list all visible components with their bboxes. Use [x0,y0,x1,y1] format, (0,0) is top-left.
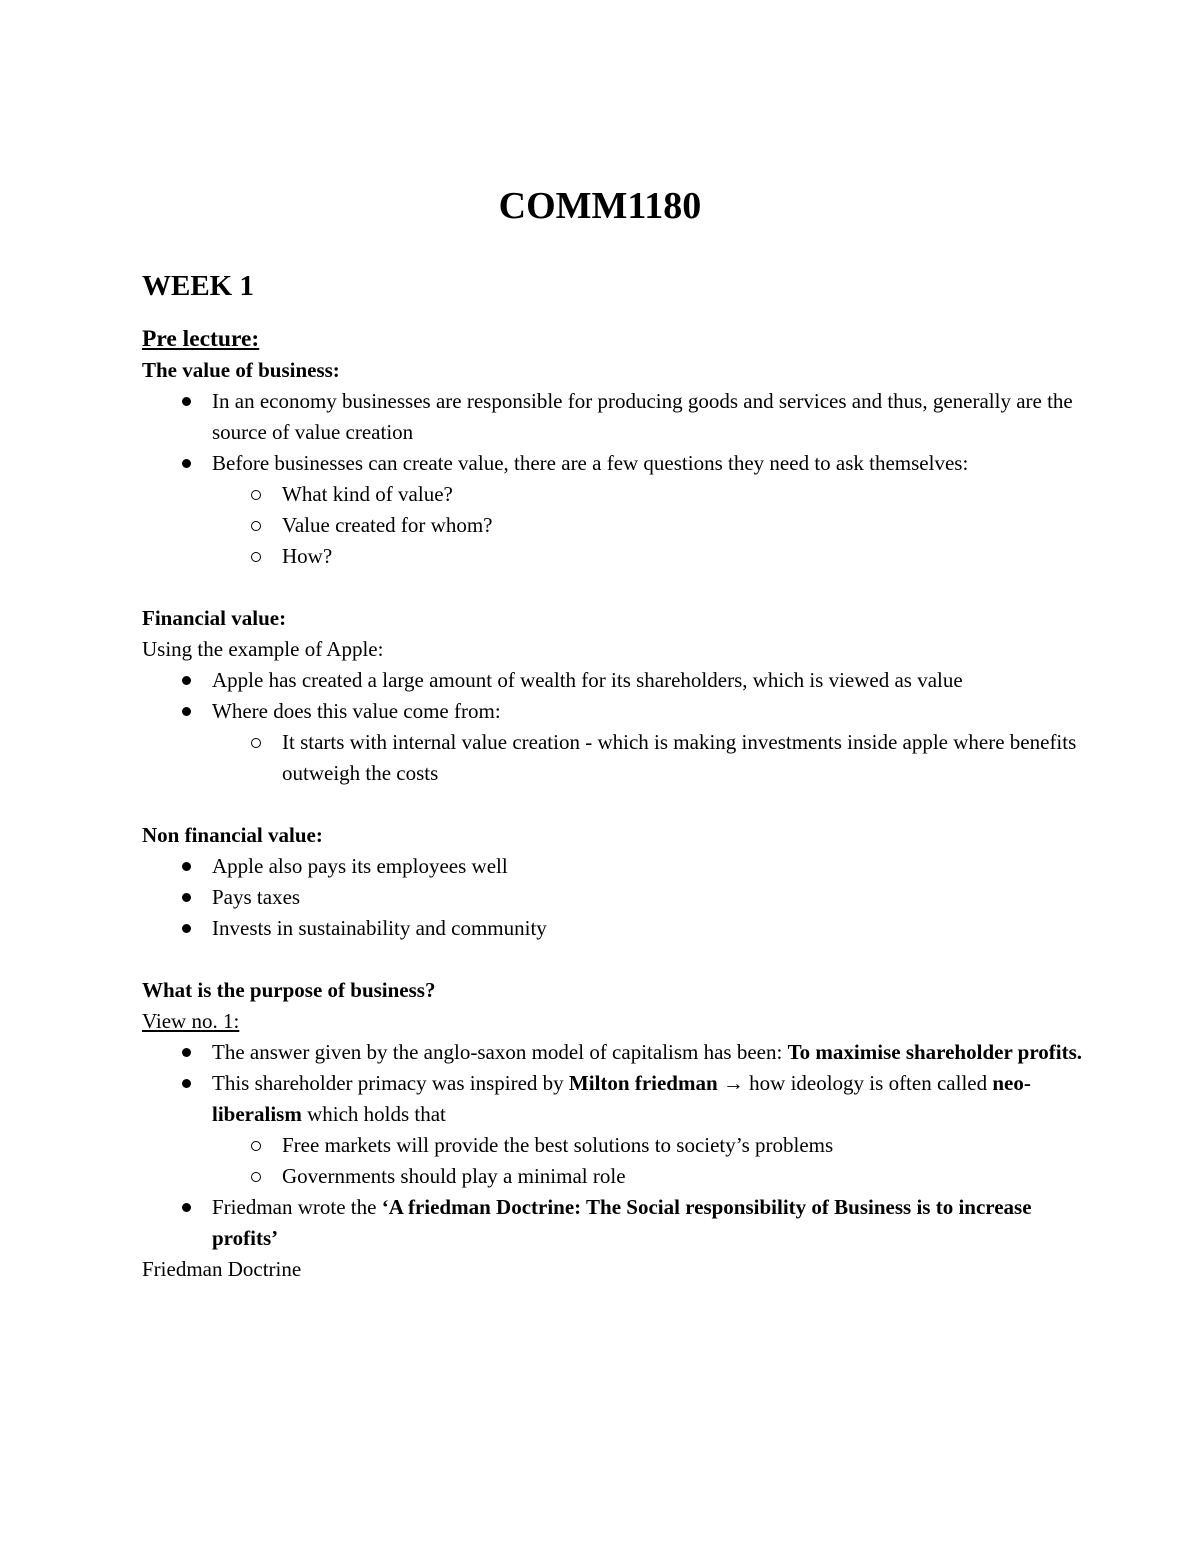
list-item: Value created for whom? [212,510,1092,541]
list-item: What kind of value? [212,479,1092,510]
neoliberalism-sublist [212,1130,1092,1192]
document-title: COMM1180 [498,185,702,227]
bullet-circle-icon [246,1130,266,1161]
friedman-doctrine-text: Friedman Doctrine [142,1257,302,1281]
bullet-dot-icon [176,1192,196,1223]
financial-value-heading: Financial value: [142,606,287,630]
financial-value-sublist [212,727,1092,789]
bullet-dot-icon [176,386,196,417]
list-item: Free markets will provide the best solutions to society’s problems [212,1130,1092,1161]
list-item: The answer given by the anglo-saxon model of capitalism has been: To maximise shareholder profits. [142,1037,1092,1068]
list-item: Apple also pays its employees well [142,851,1092,882]
bullet-dot-icon [176,913,196,944]
financial-value-list [142,665,1092,789]
bullet-circle-icon [246,510,266,541]
bullet-circle-icon [246,479,266,510]
non-financial-value-list [142,851,1092,944]
non-financial-value-heading: Non financial value: [142,823,323,847]
bullet-dot-icon [176,851,196,882]
bullet-circle-icon [246,541,266,572]
value-of-business-heading: The value of business: [142,358,340,382]
pre-lecture-heading: Pre lecture: [142,326,260,352]
list-item: In an economy businesses are responsible for producing goods and services and thus, generally are the source of value creation [142,386,1092,448]
value-questions-list [212,479,1092,572]
view-label: View no. 1: [142,1009,240,1033]
week-heading: WEEK 1 [142,270,254,302]
list-item: Where does this value come from: It starts with internal value creation - which is making investments inside apple where benefits outweigh the costs [142,696,1092,789]
value-of-business-list [142,386,1092,572]
bullet-circle-icon [246,727,266,758]
list-item: Pays taxes [142,882,1092,913]
list-item: Before businesses can create value, there are a few questions they need to ask themselves: What kind of value? Value created for whom? How? [142,448,1092,572]
bullet-circle-icon [246,1161,266,1192]
list-item: Governments should play a minimal role [212,1161,1092,1192]
bullet-dot-icon [176,665,196,696]
list-item: Apple has created a large amount of wealth for its shareholders, which is viewed as value [142,665,1092,696]
bullet-dot-icon [176,448,196,479]
purpose-list [142,1037,1092,1254]
list-item: Invests in sustainability and community [142,913,1092,944]
bullet-dot-icon [176,1037,196,1068]
list-item: It starts with internal value creation - which is making investments inside apple where benefits outweigh the costs [212,727,1092,789]
document-body [142,324,1092,1285]
list-item: This shareholder primacy was inspired by Milton friedman → how ideology is often called neo-liberalism which holds that Free markets will provide the best solutions to society’s problems Governments should play a minimal role [142,1068,1092,1192]
purpose-heading: What is the purpose of business? [142,978,436,1002]
bullet-dot-icon [176,882,196,913]
bullet-dot-icon [176,696,196,727]
list-item: How? [212,541,1092,572]
bullet-dot-icon [176,1068,196,1099]
list-item: Friedman wrote the ‘A friedman Doctrine: The Social responsibility of Business is to increase profits’ [142,1192,1092,1254]
financial-value-intro: Using the example of Apple: [142,637,384,661]
